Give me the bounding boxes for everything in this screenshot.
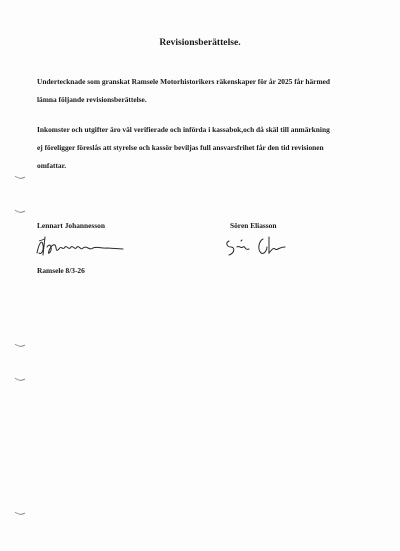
signature-left — [33, 233, 125, 259]
signatory-name-left: Lennart Johannesson — [37, 221, 105, 230]
hole-punch-mark — [14, 174, 26, 180]
paragraph-line: ej föreligger föreslås att styrelse och kassör beviljas full ansvarsfrihet får den tid revisionen — [37, 143, 324, 152]
hole-punch-mark — [14, 342, 26, 348]
paragraph-line: lämna följande revisionsberättelse. — [37, 95, 147, 104]
paragraph-statement — [37, 121, 367, 175]
document-title: Revisionsberättelse. — [159, 37, 241, 48]
paragraph-line: Undertecknade som granskat Ramsele Motorhistorikers räkenskaper för år 2025 får härmed — [37, 77, 330, 86]
signature-right — [223, 233, 291, 259]
paragraph-line: Inkomster och utgifter äro väl verifierade och införda i kassabok,och då skäl till anmärkning — [37, 125, 330, 134]
paragraph-line: omfattar. — [37, 161, 67, 170]
place-and-date: Ramsele 8/3-26 — [37, 266, 85, 275]
signatory-name-right: Sören Eliasson — [230, 221, 277, 230]
hole-punch-mark — [14, 376, 26, 382]
hole-punch-mark — [14, 510, 26, 516]
paragraph-intro — [37, 73, 367, 109]
hole-punch-mark — [14, 208, 26, 214]
